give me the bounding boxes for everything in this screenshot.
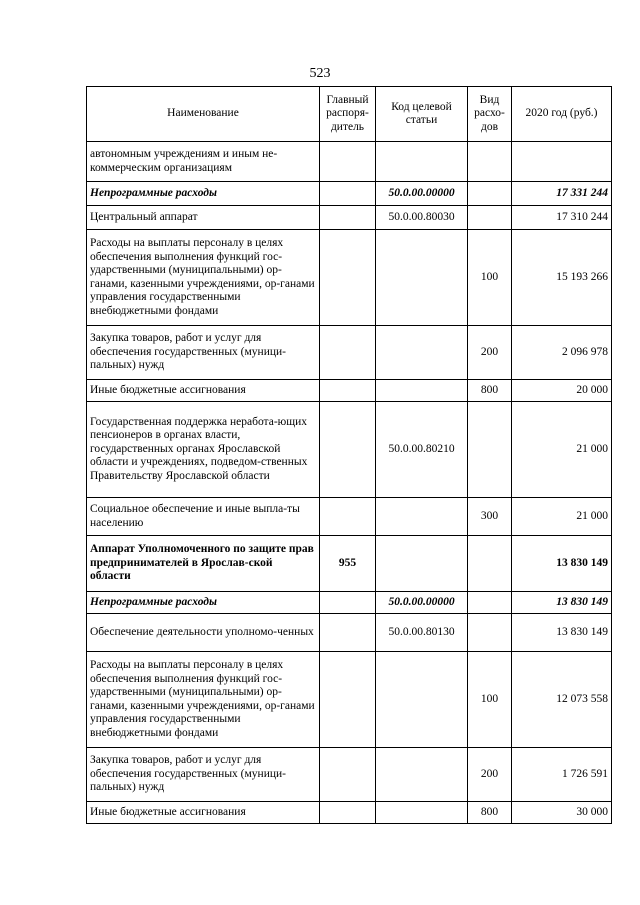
cell-grbs bbox=[320, 652, 376, 748]
cell-name: Центральный аппарат bbox=[87, 206, 320, 230]
page-number: 523 bbox=[309, 66, 331, 81]
cell-kcs bbox=[376, 230, 468, 326]
cell-name: Закупка товаров, работ и услуг для обеспечения государственных (муници-пальных) нужд bbox=[87, 326, 320, 380]
cell-vr: 200 bbox=[468, 326, 512, 380]
cell-name: Расходы на выплаты персоналу в целях обеспечения выполнения функций гос-ударственными (муниципальными) ор-ганами, казенными учреждениями, ор-ганами управления государственными внебюджетными фондами bbox=[87, 230, 320, 326]
table-header-row bbox=[87, 87, 612, 142]
cell-kcs bbox=[376, 498, 468, 536]
cell-sum: 12 073 558 bbox=[512, 652, 612, 748]
cell-sum: 30 000 bbox=[512, 802, 612, 824]
cell-kcs: 50.0.00.80210 bbox=[376, 402, 468, 498]
cell-kcs bbox=[376, 536, 468, 592]
table-row bbox=[87, 592, 612, 614]
table-row bbox=[87, 206, 612, 230]
cell-name: Обеспечение деятельности уполномо-ченных bbox=[87, 614, 320, 652]
cell-sum: 17 310 244 bbox=[512, 206, 612, 230]
cell-kcs bbox=[376, 380, 468, 402]
cell-sum: 2 096 978 bbox=[512, 326, 612, 380]
cell-vr: 100 bbox=[468, 230, 512, 326]
cell-kcs bbox=[376, 142, 468, 182]
cell-sum: 21 000 bbox=[512, 498, 612, 536]
cell-sum: 1 726 591 bbox=[512, 748, 612, 802]
cell-kcs bbox=[376, 326, 468, 380]
cell-grbs bbox=[320, 206, 376, 230]
table-row bbox=[87, 326, 612, 380]
cell-name: Государственная поддержка неработа-ющих пенсионеров в органах власти, государственных органах Ярославской области и учреждениях, подведом-ственных Правительству Ярославской области bbox=[87, 402, 320, 498]
header-kcs: Код целевой статьи bbox=[376, 87, 468, 142]
cell-name: Аппарат Уполномоченного по защите прав предпринимателей в Ярослав-ской области bbox=[87, 536, 320, 592]
cell-vr bbox=[468, 402, 512, 498]
cell-grbs bbox=[320, 230, 376, 326]
cell-vr: 800 bbox=[468, 380, 512, 402]
cell-name: Иные бюджетные ассигнования bbox=[87, 802, 320, 824]
cell-name: Расходы на выплаты персоналу в целях обеспечения выполнения функций гос-ударственными (муниципальными) ор-ганами, казенными учреждениями, ор-ганами управления государственными внебюджетными фондами bbox=[87, 652, 320, 748]
cell-kcs: 50.0.00.80130 bbox=[376, 614, 468, 652]
header-grbs: Главный распоря-дитель bbox=[320, 87, 376, 142]
table-row bbox=[87, 614, 612, 652]
table-row bbox=[87, 536, 612, 592]
table-body bbox=[87, 142, 612, 824]
table-row bbox=[87, 380, 612, 402]
cell-grbs bbox=[320, 592, 376, 614]
table-row bbox=[87, 498, 612, 536]
cell-grbs: 955 bbox=[320, 536, 376, 592]
cell-vr bbox=[468, 536, 512, 592]
table-row bbox=[87, 802, 612, 824]
cell-name: Иные бюджетные ассигнования bbox=[87, 380, 320, 402]
cell-vr: 300 bbox=[468, 498, 512, 536]
cell-name: Закупка товаров, работ и услуг для обеспечения государственных (муници-пальных) нужд bbox=[87, 748, 320, 802]
cell-vr bbox=[468, 182, 512, 206]
cell-vr bbox=[468, 206, 512, 230]
cell-vr bbox=[468, 614, 512, 652]
cell-sum: 13 830 149 bbox=[512, 536, 612, 592]
cell-name: Непрограммные расходы bbox=[87, 182, 320, 206]
cell-sum: 17 331 244 bbox=[512, 182, 612, 206]
cell-vr: 200 bbox=[468, 748, 512, 802]
cell-grbs bbox=[320, 802, 376, 824]
cell-sum: 13 830 149 bbox=[512, 592, 612, 614]
cell-kcs bbox=[376, 802, 468, 824]
cell-grbs bbox=[320, 380, 376, 402]
cell-vr bbox=[468, 592, 512, 614]
cell-sum bbox=[512, 142, 612, 182]
cell-vr: 800 bbox=[468, 802, 512, 824]
cell-grbs bbox=[320, 748, 376, 802]
cell-grbs bbox=[320, 326, 376, 380]
cell-kcs bbox=[376, 748, 468, 802]
cell-vr: 100 bbox=[468, 652, 512, 748]
cell-grbs bbox=[320, 182, 376, 206]
header-sum: 2020 год (руб.) bbox=[512, 87, 612, 142]
budget-table bbox=[86, 86, 612, 824]
table-row bbox=[87, 230, 612, 326]
cell-grbs bbox=[320, 402, 376, 498]
cell-grbs bbox=[320, 614, 376, 652]
cell-grbs bbox=[320, 142, 376, 182]
cell-sum: 20 000 bbox=[512, 380, 612, 402]
cell-name: Социальное обеспечение и иные выпла-ты населению bbox=[87, 498, 320, 536]
table-row bbox=[87, 402, 612, 498]
cell-sum: 15 193 266 bbox=[512, 230, 612, 326]
cell-kcs: 50.0.00.00000 bbox=[376, 182, 468, 206]
table-row bbox=[87, 182, 612, 206]
cell-sum: 13 830 149 bbox=[512, 614, 612, 652]
cell-kcs: 50.0.00.00000 bbox=[376, 592, 468, 614]
header-name: Наименование bbox=[87, 87, 320, 142]
cell-name: автономным учреждениям и иным не-коммерческим организациям bbox=[87, 142, 320, 182]
cell-name: Непрограммные расходы bbox=[87, 592, 320, 614]
cell-grbs bbox=[320, 498, 376, 536]
table-row bbox=[87, 142, 612, 182]
cell-vr bbox=[468, 142, 512, 182]
cell-kcs bbox=[376, 652, 468, 748]
cell-kcs: 50.0.00.80030 bbox=[376, 206, 468, 230]
cell-sum: 21 000 bbox=[512, 402, 612, 498]
header-vr: Вид расхо-дов bbox=[468, 87, 512, 142]
table-row bbox=[87, 748, 612, 802]
table-row bbox=[87, 652, 612, 748]
